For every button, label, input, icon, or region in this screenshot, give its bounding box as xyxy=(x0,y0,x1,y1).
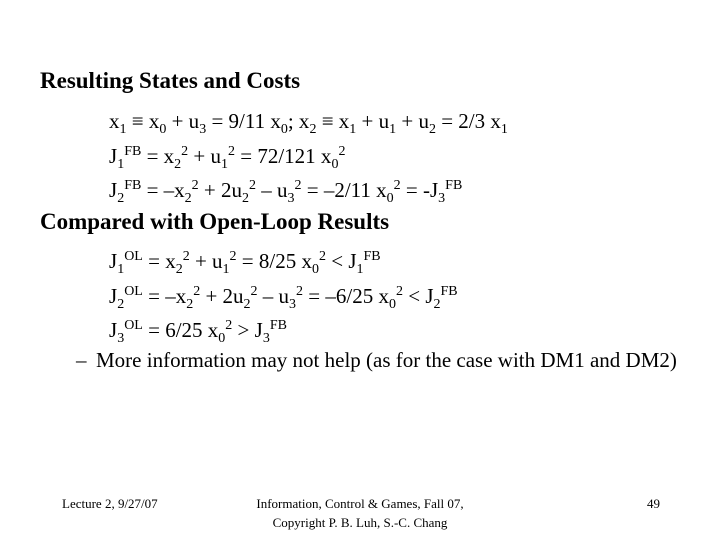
states-heading: Resulting States and Costs xyxy=(40,68,301,93)
cost-j1-ol: $J_1^{OL} = x_2^2 + u_1^2 = 8/25$ $x_0^2 < J_1^{FB}$ xyxy=(109,249,381,277)
bullet-text: More information may not help (as for the case with DM1 and DM2) xyxy=(96,348,677,372)
footer-lecture: Lecture 2, 9/27/07 xyxy=(62,496,158,511)
cost-j2-ol: $J_2^{OL} = -x_2^2 + 2u_2^2 - u_3^2 = -6/25$ $x_0^2 < J_2^{FB}$ xyxy=(109,284,458,312)
footer-course-line1: Information, Control & Games, Fall 07, xyxy=(256,496,464,511)
compare-heading: Compared with Open-Loop Results xyxy=(40,209,390,234)
cost-j3-ol: $J_3^{OL} = 6/25$ $x_0^2 > J_3^{FB}$ xyxy=(109,318,287,346)
footer-copyright: Copyright P. B. Luh, S.-C. Chang xyxy=(272,515,448,530)
cost-j1-fb: $J_1^{FB} = x_2^2 + u_1^2 = 72/121$ $x_0^2$ xyxy=(109,144,346,172)
state-equations: $x_1 \equiv x_0 + u_3 = 9/11$ $x_0$; $x_2 \equiv x_1 + u_1 + u_2 = 2/3$ $x_1$ xyxy=(109,109,508,137)
footer-course xyxy=(160,494,560,532)
page-number: 49 xyxy=(647,496,660,511)
cost-j2-fb: $J_2^{FB} = -x_2^2 + 2u_2^2 - u_3^2 = -2/11$ $x_0^2 = -J_3^{FB}$ xyxy=(109,178,463,206)
bullet-dash: – xyxy=(76,348,87,372)
